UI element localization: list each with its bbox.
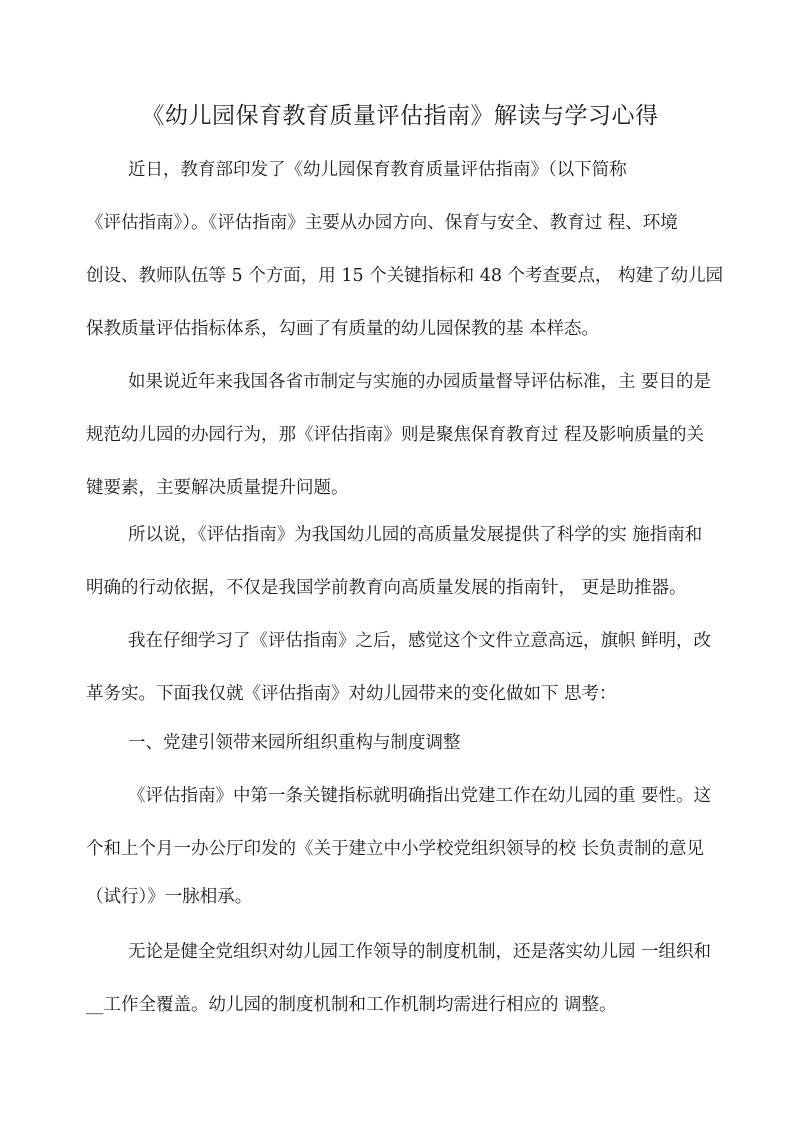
section-heading: 一、党建引领带来园所组织重构与制度调整 (128, 733, 461, 753)
paragraph-line: 我在仔细学习了《评估指南》之后，感觉这个文件立意高远，旗帜 鲜明，改 (128, 631, 712, 651)
paragraph-line: 所以说，《评估指南》为我国幼儿园的高质量发展提供了科学的实 施指南和 (128, 525, 703, 545)
paragraph-line: 近日，教育部印发了《幼儿园保育教育质量评估指南》（以下简称 (128, 160, 627, 180)
paragraph-line: 《评估指南》）。《评估指南》主要从办园方向、保育与安全、教育过 程、环境 (86, 213, 678, 233)
paragraph-line: （试行）》一脉相承。 (86, 887, 253, 907)
paragraph-line: 《评估指南》中第一条关键指标就明确指出党建工作在幼儿园的重 要性。这 (128, 786, 712, 806)
document-title: 《幼儿园保育教育质量评估指南》解读与学习心得 (141, 103, 659, 129)
paragraph-line: 明确的行动依据，不仅是我国学前教育向高质量发展的指南针， 更是助推器。 (86, 578, 687, 598)
paragraph-line: 个和上个月一办公厅印发的《关于建立中小学校党组织领导的校 长负责制的意见 (86, 839, 705, 859)
paragraph-line: 规范幼儿园的办园行为，那《评估指南》则是聚焦保育教育过 程及影响质量的关 (86, 425, 705, 445)
paragraph-line: 无论是健全党组织对幼儿园工作领导的制度机制，还是落实幼儿园 一组织和 (128, 942, 712, 962)
paragraph-line: 创设、教师队伍等 5 个方面，用 15 个关键指标和 48 个考查要点， 构建了幼儿园 (86, 266, 724, 286)
paragraph-line: 键要素，主要解决质量提升问题。 (86, 478, 349, 498)
paragraph-line: 如果说近年来我国各省市制定与实施的办园质量督导评估标准，主 要目的是 (128, 372, 712, 392)
paragraph-line: 革务实。下面我仅就《评估指南》对幼儿园带来的变化做如下 思考： (86, 684, 617, 704)
paragraph-line: 保教质量评估指标体系，勾画了有质量的幼儿园保教的基 本样态。 (86, 319, 600, 339)
paragraph-line: __工作全覆盖。幼儿园的制度机制和工作机制均需进行相应的 调整。 (86, 995, 617, 1015)
